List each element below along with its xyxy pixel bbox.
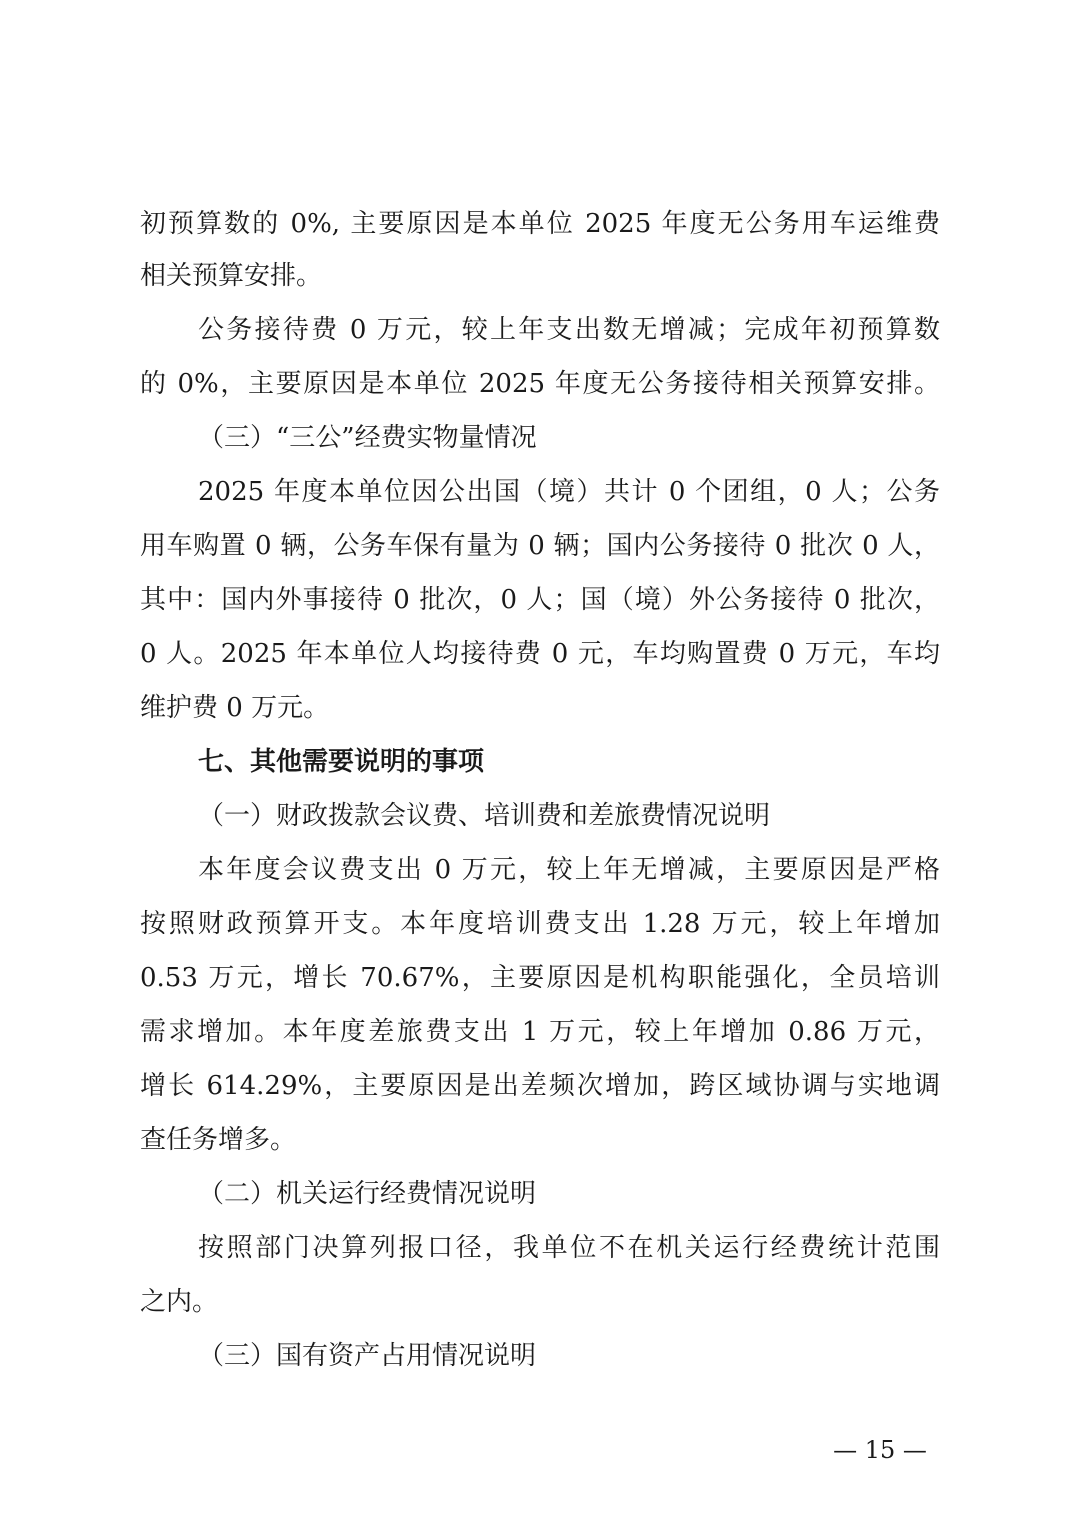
body-text-line: 本年度会议费支出 0 万元，较上年无增减，主要原因是严格 (198, 855, 940, 885)
section-subheading: （三）“三公”经费实物量情况 (198, 423, 537, 453)
section-heading: 七、其他需要说明的事项 (198, 747, 485, 777)
body-text-line: 增长 614.29%，主要原因是出差频次增加，跨区域协调与实地调 (140, 1071, 940, 1101)
body-text-line: 公务接待费 0 万元，较上年支出数无增减；完成年初预算数 (198, 315, 940, 345)
section-subheading: （一）财政拨款会议费、培训费和差旅费情况说明 (198, 801, 771, 831)
body-text-line: 初预算数的 0%, 主要原因是本单位 2025 年度无公务用车运维费 (140, 209, 940, 239)
page-number: — 15 — (833, 1436, 927, 1464)
body-text-line: 需求增加。本年度差旅费支出 1 万元，较上年增加 0.86 万元， (140, 1017, 940, 1047)
section-subheading: （三）国有资产占用情况说明 (198, 1341, 537, 1371)
body-text-line: 查任务增多。 (140, 1125, 297, 1155)
body-text-line: 用车购置 0 辆，公务车保有量为 0 辆；国内公务接待 0 批次 0 人， (140, 531, 940, 561)
body-text-line: 2025 年度本单位因公出国（境）共计 0 个团组，0 人；公务 (198, 477, 940, 507)
body-text-line: 按照部门决算列报口径，我单位不在机关运行经费统计范围 (198, 1233, 940, 1263)
body-text-line: 其中：国内外事接待 0 批次，0 人；国（境）外公务接待 0 批次， (140, 585, 940, 615)
body-text-line: 的 0%，主要原因是本单位 2025 年度无公务接待相关预算安排。 (140, 369, 940, 399)
section-subheading: （二）机关运行经费情况说明 (198, 1179, 537, 1209)
body-text-line: 之内。 (140, 1287, 219, 1317)
body-text-line: 维护费 0 万元。 (140, 693, 330, 723)
body-text-line: 0.53 万元，增长 70.67%，主要原因是机构职能强化，全员培训 (140, 963, 940, 993)
body-text-line: 相关预算安排。 (140, 261, 323, 291)
body-text-line: 按照财政预算开支。本年度培训费支出 1.28 万元，较上年增加 (140, 909, 940, 939)
body-text-line: 0 人。2025 年本单位人均接待费 0 元，车均购置费 0 万元，车均 (140, 639, 940, 669)
